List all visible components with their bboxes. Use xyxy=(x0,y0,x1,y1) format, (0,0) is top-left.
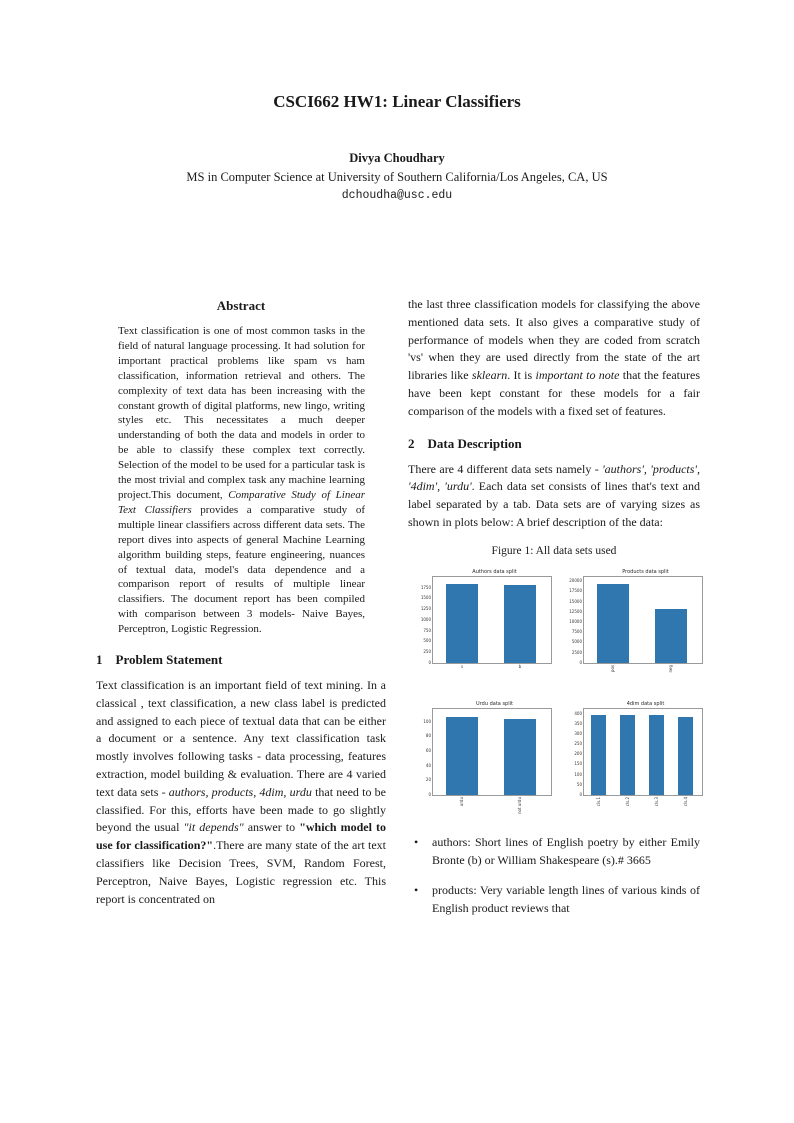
text-run: important to note xyxy=(535,368,620,383)
y-tick-label: 0 xyxy=(579,659,582,665)
chart-title: Products data split xyxy=(622,568,669,575)
y-tick-label: 12500 xyxy=(569,608,582,614)
x-tick-label: cls.3 xyxy=(653,796,659,806)
bar xyxy=(446,584,478,663)
author-email: dchoudha@usc.edu xyxy=(341,189,453,202)
chart-title: Authors data split xyxy=(472,568,517,575)
y-tick-label: 80 xyxy=(425,733,431,739)
x-tick-label: b xyxy=(518,663,522,669)
y-tick-label: 100 xyxy=(423,718,431,724)
x-tick-label: cls.2 xyxy=(624,796,630,806)
text-run: "it depends" xyxy=(183,820,244,835)
y-tick-label: 17500 xyxy=(569,588,582,594)
bar xyxy=(678,717,694,795)
section-1-heading xyxy=(96,652,386,668)
chart-plot-area xyxy=(569,576,703,673)
y-tick-label: 500 xyxy=(423,638,431,644)
y-tick-label: 1250 xyxy=(420,606,431,612)
bar xyxy=(446,717,478,794)
chart-plot-area xyxy=(574,708,703,806)
author-block xyxy=(0,151,794,202)
y-tick-label: 50 xyxy=(576,781,582,787)
section-2-number: 2 xyxy=(408,435,415,451)
bar xyxy=(504,585,536,663)
text-run: provides a comparative study of multiple linear classifiers across different data sets. The report dives into aspects of general Machine Learning algorithm building steps, feature engineering, nuances of textual data, model's data dependence and a comparison report of results of multiple linear classifiers. The document report has been compiled with comparison between 3 models- Naive Bayes, Perceptron, Logistic Regression. xyxy=(118,503,365,636)
list-item xyxy=(408,882,700,918)
y-tick-label: 1500 xyxy=(420,595,431,601)
section-2-heading xyxy=(408,436,700,452)
dataset-bullet-list xyxy=(408,834,700,918)
x-tick-label: urdu xyxy=(459,796,464,806)
author-name: Divya Choudhary xyxy=(349,151,445,165)
text-run: authors, products, 4dim, urdu xyxy=(168,784,312,799)
y-tick-label: 20000 xyxy=(569,578,582,584)
y-tick-label: 10000 xyxy=(569,619,582,624)
y-tick-label: 20 xyxy=(425,777,431,783)
section-2-title: Data Description xyxy=(427,435,522,451)
abstract-heading: Abstract xyxy=(216,298,266,313)
y-tick-label: 150 xyxy=(574,761,582,767)
text-run: . It is xyxy=(507,368,536,383)
x-tick-label: pos xyxy=(610,664,615,672)
x-tick-label: s xyxy=(460,663,464,669)
text-run: Text classification is an important field of text mining. In a classical , text classification, a new class label is predicted and assigned to each piece of textual data that can be either a document or a sentence. Any text classification task mostly involves following tasks - data processing, features extraction, model building & evaluation. There are 4 varied text data sets - xyxy=(96,678,386,799)
y-tick-label: 250 xyxy=(574,741,582,747)
x-tick-label: not urdu xyxy=(517,796,522,814)
x-tick-label: neg xyxy=(668,664,673,673)
text-run: 'authors', 'products', '4dim', 'urdu' xyxy=(408,461,700,494)
right-column xyxy=(408,296,700,931)
section-2-paragraph xyxy=(408,461,700,532)
y-tick-label: 0 xyxy=(428,791,431,797)
y-tick-label: 300 xyxy=(574,731,582,737)
bar xyxy=(649,715,665,795)
text-run: that need to be classified. For this, efforts have been made to go slightly beyond the usual xyxy=(96,784,386,835)
y-tick-label: 5000 xyxy=(571,639,582,645)
bar xyxy=(504,719,536,795)
continued-paragraph xyxy=(408,296,700,421)
x-tick-label: cls.4 xyxy=(682,796,688,806)
section-1-title: Problem Statement xyxy=(115,652,223,668)
section-1-number: 1 xyxy=(96,652,103,668)
left-column xyxy=(96,296,386,908)
chart-authors-data-split xyxy=(416,568,557,686)
y-tick-label: 200 xyxy=(574,751,582,757)
figure-1-caption: Figure 1: All data sets used xyxy=(491,544,617,557)
bullet-icon: • xyxy=(414,883,419,898)
chart-plot-area xyxy=(420,576,552,669)
section-1-paragraph xyxy=(96,677,386,908)
chart-plot-area xyxy=(423,708,552,814)
y-tick-label: 350 xyxy=(574,720,582,726)
y-tick-label: 1000 xyxy=(420,616,431,622)
author-affiliation: MS in Computer Science at University of Southern California/Los Angeles, CA, US xyxy=(186,170,608,184)
text-run: There are 4 different data sets namely - xyxy=(408,461,603,476)
text-run: .There are many state of the art text classifiers like Decision Trees, SVM, Random Forest, Perceptron, Naive Bayes, Logistic regression etc. This report is concentrated on xyxy=(96,838,386,906)
text-run: Text classification is one of most common tasks in the field of natural language processing. It had solution for important practical problems like spam vs ham classification, information retrieval and others. The complexity of text data has been increasing with the constant growth of digital platforms, new lingo, writing styles etc. This necessitates a much deeper understanding of both the data and models in order to be able to classify these complex text correctly. Selection of the model to be used for a particular task is the most trivial and complex task any machine learning project.This document, xyxy=(118,325,365,501)
y-tick-label: 1750 xyxy=(420,584,431,590)
chart-title: Urdu data split xyxy=(476,700,513,707)
bullet-icon: • xyxy=(414,834,419,849)
y-tick-label: 7500 xyxy=(571,629,582,635)
bullet-text: products: Very variable length lines of various kinds of English product reviews that xyxy=(432,883,700,916)
x-tick-label: cls.1 xyxy=(595,796,601,806)
y-tick-label: 15000 xyxy=(569,598,582,604)
y-tick-label: 0 xyxy=(579,791,582,797)
y-tick-label: 750 xyxy=(423,627,431,633)
bar xyxy=(591,715,607,795)
bar xyxy=(597,584,629,663)
text-run: "which model to use for classification?" xyxy=(96,820,386,853)
text-run: sklearn xyxy=(471,368,508,383)
chart-title: 4dim data split xyxy=(626,700,665,707)
chart-urdu-data-split xyxy=(416,700,557,818)
abstract-text xyxy=(96,324,386,637)
text-run: that the features have been kept constant for these models for a fair comparison of the models with a fixed set of features. xyxy=(408,368,700,418)
y-tick-label: 250 xyxy=(423,649,431,655)
text-run: Comparative Study of Linear Text Classifiers xyxy=(118,488,365,516)
figure-1-chart-grid xyxy=(416,568,708,818)
bar xyxy=(620,715,636,795)
y-tick-label: 2500 xyxy=(571,649,582,655)
paper-title: CSCI662 HW1: Linear Classifiers xyxy=(273,92,521,111)
y-tick-label: 0 xyxy=(428,659,431,665)
chart-products-data-split xyxy=(567,568,708,686)
bullet-text: authors: Short lines of English poetry by either Emily Bronte (b) or William Shakespeare (s).# 3665 xyxy=(432,834,700,867)
list-item xyxy=(408,834,700,870)
chart-4dim-data-split xyxy=(567,700,708,818)
y-tick-label: 400 xyxy=(574,710,582,716)
text-run: answer to xyxy=(243,820,300,835)
y-tick-label: 60 xyxy=(425,747,431,753)
bar xyxy=(655,609,687,663)
text-run: the last three classification models for classifying the above mentioned data sets. It also gives a comparative study of performance of models when they are coded from scratch 'vs' when they are used directly from the state of the art libraries like xyxy=(408,297,700,383)
text-run: . Each data set consists of lines that's text and label separated by a tab. Data sets are of varying sizes as shown in plots below: A brief description of the data: xyxy=(408,479,701,529)
y-tick-label: 100 xyxy=(574,771,582,777)
y-tick-label: 40 xyxy=(425,762,431,768)
